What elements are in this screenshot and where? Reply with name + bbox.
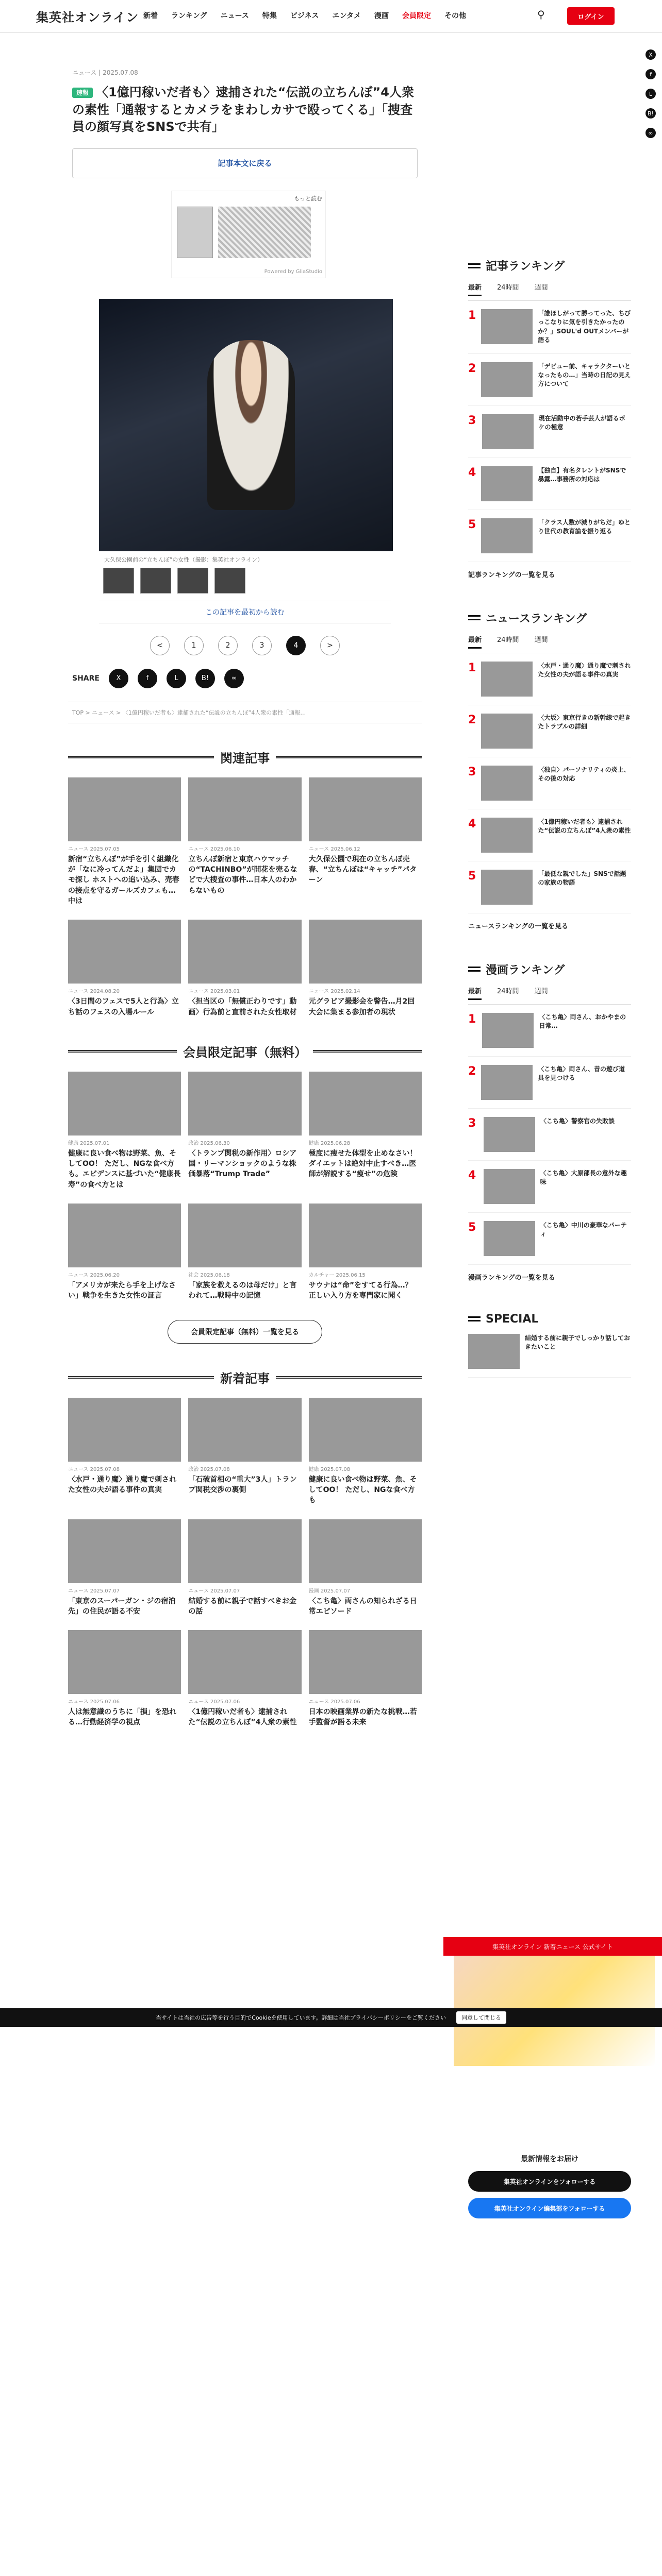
card-image xyxy=(188,1072,301,1136)
card-image xyxy=(309,1204,422,1267)
nav-other[interactable]: その他 xyxy=(444,12,466,20)
article-card[interactable] xyxy=(188,1072,301,1190)
article-card[interactable] xyxy=(68,1398,181,1506)
article-card[interactable] xyxy=(188,1204,301,1301)
ranking-item[interactable] xyxy=(468,653,631,705)
rank-title: 〈こち亀〉大原部長の意外な趣味 xyxy=(540,1169,627,1185)
members-grid xyxy=(68,1072,422,1301)
card-image xyxy=(309,1398,422,1462)
article-card[interactable] xyxy=(68,1072,181,1190)
card-meta: ニュース 2025.07.08 xyxy=(68,1466,120,1472)
read-from-start-link[interactable]: この記事を最初から読む xyxy=(99,601,391,623)
article-card[interactable] xyxy=(188,1630,301,1728)
rank-number: 4 xyxy=(468,1168,476,1182)
manga-ranking-more-link[interactable]: 漫画ランキングの一覧を見る xyxy=(468,1274,555,1282)
rank-image xyxy=(481,714,533,749)
ranking-tabs xyxy=(468,282,631,301)
card-meta: 漫画 2025.07.07 xyxy=(308,1588,351,1594)
floating-share xyxy=(643,49,658,138)
follow-box xyxy=(468,2154,631,2225)
card-meta: ニュース 2025.07.07 xyxy=(68,1588,120,1594)
card-title: 〈担当区の「無償正わりです」動画〉行為前と直前された女性取材 xyxy=(188,997,297,1016)
article-card[interactable] xyxy=(309,920,422,1018)
hatena-share-icon[interactable]: B! xyxy=(646,108,656,118)
card-meta: ニュース 2025.02.14 xyxy=(308,989,360,995)
nav-new[interactable]: 新着 xyxy=(143,12,158,20)
manga-ranking-tabs xyxy=(468,986,631,1005)
nav-manga[interactable]: 漫画 xyxy=(374,12,389,20)
card-image xyxy=(188,920,301,984)
card-image xyxy=(309,1519,422,1583)
card-meta: カルチャー 2025.06.15 xyxy=(308,1273,366,1279)
photo-caption: 大久保公園前の“立ちんぼ”の女性（撮影：集英社オンライン） xyxy=(104,556,263,563)
article-card[interactable] xyxy=(309,1519,422,1617)
card-image xyxy=(309,1072,422,1136)
ranking-item[interactable] xyxy=(468,809,631,861)
tab-latest[interactable]: 最新 xyxy=(468,282,482,296)
article-date: ニュース | 2025.07.08 xyxy=(72,69,138,76)
site-logo[interactable]: 集英社オンライン xyxy=(36,10,139,25)
card-title: 〈1億円稼いだ者も〉逮捕された“伝説の立ちんぼ”4人衆の素性 xyxy=(188,1708,297,1727)
nav-entertainment[interactable]: エンタメ xyxy=(332,12,361,20)
article-main xyxy=(68,41,422,1728)
rank-image xyxy=(481,870,533,905)
rank-title: 〈水戸・通り魔〉通り魔で刺された女性の夫が語る事件の真実 xyxy=(538,662,631,678)
rank-number: 2 xyxy=(468,1064,476,1078)
ranking-item[interactable] xyxy=(468,458,631,510)
page-3[interactable]: 3 xyxy=(252,636,272,655)
ranking-item[interactable] xyxy=(468,1161,631,1213)
rank-image xyxy=(484,1117,535,1152)
ranking-item[interactable] xyxy=(468,406,631,458)
card-title: 極度に痩せた体型を止めなさい！ダイエットは絶対中止すべき…医師が解説する“痩せ”の危険 xyxy=(308,1149,417,1179)
rank-number: 1 xyxy=(468,661,476,674)
powered-by: Powered by GliaStudio xyxy=(264,268,322,275)
tab-latest[interactable]: 最新 xyxy=(468,634,482,649)
card-meta: ニュース 2025.07.06 xyxy=(68,1699,120,1705)
thumb[interactable] xyxy=(140,568,171,594)
card-image xyxy=(68,777,181,841)
x-share-icon[interactable]: X xyxy=(646,49,656,60)
card-meta: ニュース 2025.06.20 xyxy=(68,1273,120,1279)
rank-title: 〈こち亀〉両さん、おかやまの日常… xyxy=(539,1013,626,1029)
rank-image xyxy=(482,1013,534,1048)
rank-title: 〈大坂〉東京行きの新幹線で起きたトラブルの詳細 xyxy=(538,714,631,730)
news-ranking-heading: ニュースランキング xyxy=(468,610,631,626)
nav-members[interactable]: 会員限定 xyxy=(402,12,431,20)
rank-title: 「最低な親でした」SNSで話題の家族の物語 xyxy=(538,870,626,886)
cookie-accept-button[interactable]: 同意して閉じる xyxy=(456,2011,506,2024)
ranking-item[interactable] xyxy=(468,1213,631,1265)
card-title: 〈こち亀〉両さんの知られざる日常エピソード xyxy=(308,1597,417,1616)
article-card[interactable] xyxy=(68,1204,181,1301)
thumb[interactable] xyxy=(177,568,208,594)
rank-image xyxy=(481,362,533,397)
ranking-item[interactable] xyxy=(468,705,631,757)
global-nav xyxy=(143,10,466,21)
tab-week[interactable]: 週間 xyxy=(534,284,548,292)
members-heading: 会員限定記事（無料） xyxy=(68,1042,422,1060)
card-image xyxy=(68,1630,181,1694)
special-image xyxy=(468,1334,520,1369)
search-icon[interactable]: ⚲ xyxy=(537,8,545,21)
card-meta: 健康 2025.07.01 xyxy=(68,1140,110,1146)
follow-x-button[interactable]: 集英社オンラインをフォローする xyxy=(468,2171,631,2192)
card-image xyxy=(309,1630,422,1694)
article-card[interactable] xyxy=(68,920,181,1018)
rank-number: 3 xyxy=(468,765,476,778)
card-meta: 社会 2025.06.18 xyxy=(188,1273,230,1279)
follow-facebook-button[interactable]: 集英社オンライン編集部をフォローする xyxy=(468,2198,631,2218)
card-meta: 政治 2025.07.08 xyxy=(188,1466,230,1472)
rank-image xyxy=(481,466,533,501)
article-card[interactable] xyxy=(309,777,422,906)
rank-title: 〈こち亀〉警察官の失敗談 xyxy=(540,1117,615,1125)
card-meta: ニュース 2025.07.07 xyxy=(188,1588,240,1594)
card-title: 人は無意識のうちに「損」を恐れる…行動経済学の視点 xyxy=(68,1708,176,1727)
special-heading: SPECIAL xyxy=(468,1313,631,1326)
nav-ranking[interactable]: ランキング xyxy=(171,12,207,20)
manga-ranking-list xyxy=(468,1005,631,1265)
card-image xyxy=(68,920,181,984)
ranking-item[interactable] xyxy=(468,757,631,809)
article-card[interactable] xyxy=(188,1519,301,1617)
news-ranking-tabs xyxy=(468,634,631,653)
card-title: 日本の映画業界の新たな挑戦…若手監督が語る未来 xyxy=(308,1708,417,1727)
new-grid xyxy=(68,1398,422,1728)
card-meta: ニュース 2025.07.05 xyxy=(68,846,120,852)
ranking-list xyxy=(468,301,631,562)
article-card[interactable] xyxy=(68,1519,181,1617)
x-icon[interactable]: X xyxy=(109,669,128,688)
rank-number: 1 xyxy=(468,1012,476,1026)
photo-thumbnails xyxy=(68,568,422,594)
card-image xyxy=(68,1072,181,1136)
ad-banner-bar[interactable]: 集英社オンライン 新着ニュース 公式サイト xyxy=(443,1937,662,1956)
tab-24h[interactable]: 24時間 xyxy=(497,987,519,995)
new-heading: 新着記事 xyxy=(68,1368,422,1386)
rank-number: 3 xyxy=(468,1116,476,1130)
rank-image xyxy=(482,414,534,449)
card-image xyxy=(68,1519,181,1583)
thumb[interactable] xyxy=(103,568,134,594)
card-title: 「家族を救えるのは母だけ」と言われて…戦時中の記憶 xyxy=(188,1281,297,1300)
card-title: 結婚する前に親子で話すべきお金の話 xyxy=(188,1597,297,1616)
rank-title: 現在活動中の若手芸人が語るボケの極意 xyxy=(538,414,625,431)
rank-number: 2 xyxy=(468,713,476,726)
link-icon[interactable]: ∞ xyxy=(224,669,244,688)
rank-number: 4 xyxy=(468,466,476,479)
news-ranking-list xyxy=(468,653,631,913)
tab-week[interactable]: 週間 xyxy=(534,987,548,995)
article-card[interactable] xyxy=(68,1630,181,1728)
card-meta: 政治 2025.06.30 xyxy=(188,1140,230,1146)
recommend-thumb-2[interactable] xyxy=(218,207,311,258)
article-card[interactable] xyxy=(309,1072,422,1190)
rank-image xyxy=(484,1221,535,1256)
article-card[interactable] xyxy=(188,1398,301,1506)
tab-24h[interactable]: 24時間 xyxy=(497,636,519,644)
members-more-button[interactable]: 会員限定記事（無料）一覧を見る xyxy=(168,1320,322,1344)
category-badge: 速報 xyxy=(72,88,93,98)
ranking-item[interactable] xyxy=(468,1109,631,1161)
ranking-item[interactable] xyxy=(468,1005,631,1057)
more-read-label: もっと読む xyxy=(294,195,322,202)
related-grid xyxy=(68,777,422,1018)
rank-title: 〈1億円稼いだ者も〉逮捕された“伝説の立ちんぼ”4人衆の素性 xyxy=(538,818,631,834)
card-image xyxy=(188,1398,301,1462)
card-image xyxy=(68,1204,181,1267)
card-meta: ニュース 2024.08.20 xyxy=(68,989,120,995)
facebook-share-icon[interactable]: f xyxy=(646,69,656,79)
rank-title: 「クラス人数が減りがちだ」ゆとり世代の教育論を振り返る xyxy=(538,518,631,535)
card-meta: 健康 2025.06.28 xyxy=(308,1140,351,1146)
line-share-icon[interactable]: L xyxy=(646,89,656,99)
ranking-item[interactable] xyxy=(468,301,631,354)
rank-image xyxy=(484,1169,535,1204)
card-image xyxy=(309,920,422,984)
related-heading: 関連記事 xyxy=(68,748,422,766)
card-title: 新宿“立ちんぼ”が手を引く組織化が「なに冷ってんだよ」集団でカモ探し ホストへの追い込み、売春の接点を守るガールズカフェも…中は xyxy=(68,855,179,905)
ranking-more-link[interactable]: 記事ランキングの一覧を見る xyxy=(468,571,555,579)
article-title: 速報 〈1億円稼いだ者も〉逮捕された“伝説の立ちんぼ”4人衆の素性「通報するとカメラをまわしカサで殴ってくる」「捜査員の顔写真をSNSで共有」 xyxy=(72,85,414,134)
special-text: 結婚する前に親子でしっかり話しておきたいこと xyxy=(525,1334,631,1350)
ranking-heading: 記事ランキング xyxy=(468,258,631,274)
rank-image xyxy=(481,1065,533,1100)
rank-image xyxy=(481,518,533,553)
card-meta: ニュース 2025.07.06 xyxy=(308,1699,360,1705)
pagination xyxy=(68,636,422,655)
login-button[interactable]: ログイン xyxy=(567,7,615,25)
rank-image xyxy=(481,309,533,344)
tab-week[interactable]: 週間 xyxy=(534,636,548,644)
page-1[interactable]: 1 xyxy=(184,636,204,655)
facebook-icon[interactable]: f xyxy=(138,669,157,688)
rank-number: 1 xyxy=(468,309,476,322)
cookie-banner xyxy=(0,2008,662,2027)
card-title: 健康に良い食べ物は野菜、魚、そしてOO！ ただし、NGな食べ方も xyxy=(308,1475,417,1505)
recommend-widget[interactable] xyxy=(171,191,326,278)
news-ranking-more-link[interactable]: ニュースランキングの一覧を見る xyxy=(468,922,568,930)
card-image xyxy=(188,1204,301,1267)
rank-image xyxy=(481,662,533,697)
rank-title: 【独自】有名タレントがSNSで暴露…事務所の対応は xyxy=(538,466,626,483)
card-title: 「石破首相の“重大”3人」トランプ関税交渉の裏側 xyxy=(188,1475,297,1494)
rank-title: 「誰ほしがって勝ってった、ちびっこなりに気を引きたかったのか？」SOUL'd OUTメンバーが語る xyxy=(538,310,631,344)
card-meta: 健康 2025.07.08 xyxy=(308,1466,351,1472)
card-meta: ニュース 2025.07.06 xyxy=(188,1699,240,1705)
article-card[interactable] xyxy=(188,777,301,906)
share-label: SHARE xyxy=(72,674,100,683)
rank-image xyxy=(481,818,533,853)
rank-number: 4 xyxy=(468,817,476,831)
article-card[interactable] xyxy=(309,1204,422,1301)
sidebar xyxy=(468,227,631,1378)
cookie-text: 当サイトは当社の広告等を行う目的でCookieを使用しています。詳細は当社プライバシーポリシーをご覧ください xyxy=(155,2014,446,2021)
nav-news[interactable]: ニュース xyxy=(220,12,249,20)
breadcrumb: TOP > ニュース > 〈1億円稼いだ者も〉逮捕された“伝説の立ちんぼ”4人衆の素性「通報… xyxy=(68,702,422,723)
card-title: 「東京のスーパーガン・ジの宿泊先」の住民が語る不安 xyxy=(68,1597,176,1616)
rank-title: 〈独自〉パーソナリティの炎上、その後の対応 xyxy=(538,766,630,782)
card-image xyxy=(309,777,422,841)
nav-business[interactable]: ビジネス xyxy=(290,12,319,20)
rank-number: 5 xyxy=(468,1221,476,1234)
card-meta: ニュース 2025.06.10 xyxy=(188,846,240,852)
page-4[interactable]: 4 xyxy=(286,636,306,655)
card-image xyxy=(188,777,301,841)
tab-latest[interactable]: 最新 xyxy=(468,986,482,1000)
hatena-icon[interactable]: B! xyxy=(195,669,215,688)
article-photo[interactable] xyxy=(99,299,393,551)
article-card[interactable] xyxy=(309,1398,422,1506)
article-card[interactable] xyxy=(309,1630,422,1728)
ranking-item[interactable] xyxy=(468,354,631,406)
rank-title: 〈こち亀〉両さん、昔の遊び道具を見つける xyxy=(538,1065,625,1081)
follow-title: 最新情報をお届け xyxy=(521,2155,578,2163)
card-title: 元グラビア撮影会を警告…月2回大会に集まる参加者の現状 xyxy=(308,997,415,1016)
thumb[interactable] xyxy=(214,568,245,594)
rank-title: 「デビュー前、キャラクターいとなったもの…」当時の日記の見え方について xyxy=(538,362,631,388)
rank-number: 3 xyxy=(468,414,476,427)
prev-page-button[interactable]: < xyxy=(150,636,170,655)
special-item[interactable] xyxy=(468,1326,631,1378)
card-image xyxy=(68,1398,181,1462)
recommend-thumb[interactable] xyxy=(177,207,213,258)
rank-number: 5 xyxy=(468,869,476,883)
card-image xyxy=(188,1519,301,1583)
ranking-item[interactable] xyxy=(468,1057,631,1109)
ranking-item[interactable] xyxy=(468,861,631,913)
card-title: 〈水戸・通り魔〉通り魔で刺された女性の夫が語る事件の真実 xyxy=(68,1475,176,1494)
link-share-icon[interactable]: ∞ xyxy=(646,128,656,138)
rank-number: 5 xyxy=(468,518,476,531)
manga-ranking-heading: 漫画ランキング xyxy=(468,961,631,977)
card-title: 立ちんぼ新宿と東京ハウマッチの“TACHINBO”が開花を売るなどで大捜査の事件…日本人のわからないもの xyxy=(188,855,297,895)
card-title: 〈3日間のフェスで5人と行為〉立ち話のフェスの入場ルール xyxy=(68,997,179,1016)
article-card[interactable] xyxy=(68,777,181,906)
site-header xyxy=(0,0,662,33)
card-meta: ニュース 2025.06.12 xyxy=(308,846,360,852)
back-to-article-button[interactable]: 記事本文に戻る xyxy=(72,148,418,178)
ranking-item[interactable] xyxy=(468,510,631,562)
rank-image xyxy=(481,766,533,801)
tab-24h[interactable]: 24時間 xyxy=(497,284,519,292)
rank-title: 〈こち亀〉中川の豪華なパーティ xyxy=(540,1221,627,1238)
card-meta: ニュース 2025.03.01 xyxy=(188,989,240,995)
card-title: 健康に良い食べ物は野菜、魚、そしてOO！ ただし、NGな食べ方も。エビデンスに基づいた“健康長寿”の食べ方とは xyxy=(68,1149,181,1189)
share-bar xyxy=(72,669,418,688)
page-2[interactable]: 2 xyxy=(218,636,238,655)
card-title: サウナは“命”をすてる行為…？ 正しい入り方を専門家に聞く xyxy=(308,1281,412,1300)
line-icon[interactable]: L xyxy=(167,669,186,688)
card-title: 大久保公園で現在の立ちんぼ売春、“立ちんぼは“キャッチ”パターン xyxy=(308,855,417,885)
rank-number: 2 xyxy=(468,362,476,375)
article-card[interactable] xyxy=(188,920,301,1018)
card-title: 「アメリカが来たら手を上げなさい」戦争を生きた女性の証言 xyxy=(68,1281,176,1300)
card-title: 〈トランプ関税の新作用〉ロシア国・リーマンショックのような株価暴落“Trump Trade” xyxy=(188,1149,297,1179)
card-image xyxy=(188,1630,301,1694)
next-page-button[interactable]: > xyxy=(320,636,340,655)
nav-feature[interactable]: 特集 xyxy=(262,12,277,20)
